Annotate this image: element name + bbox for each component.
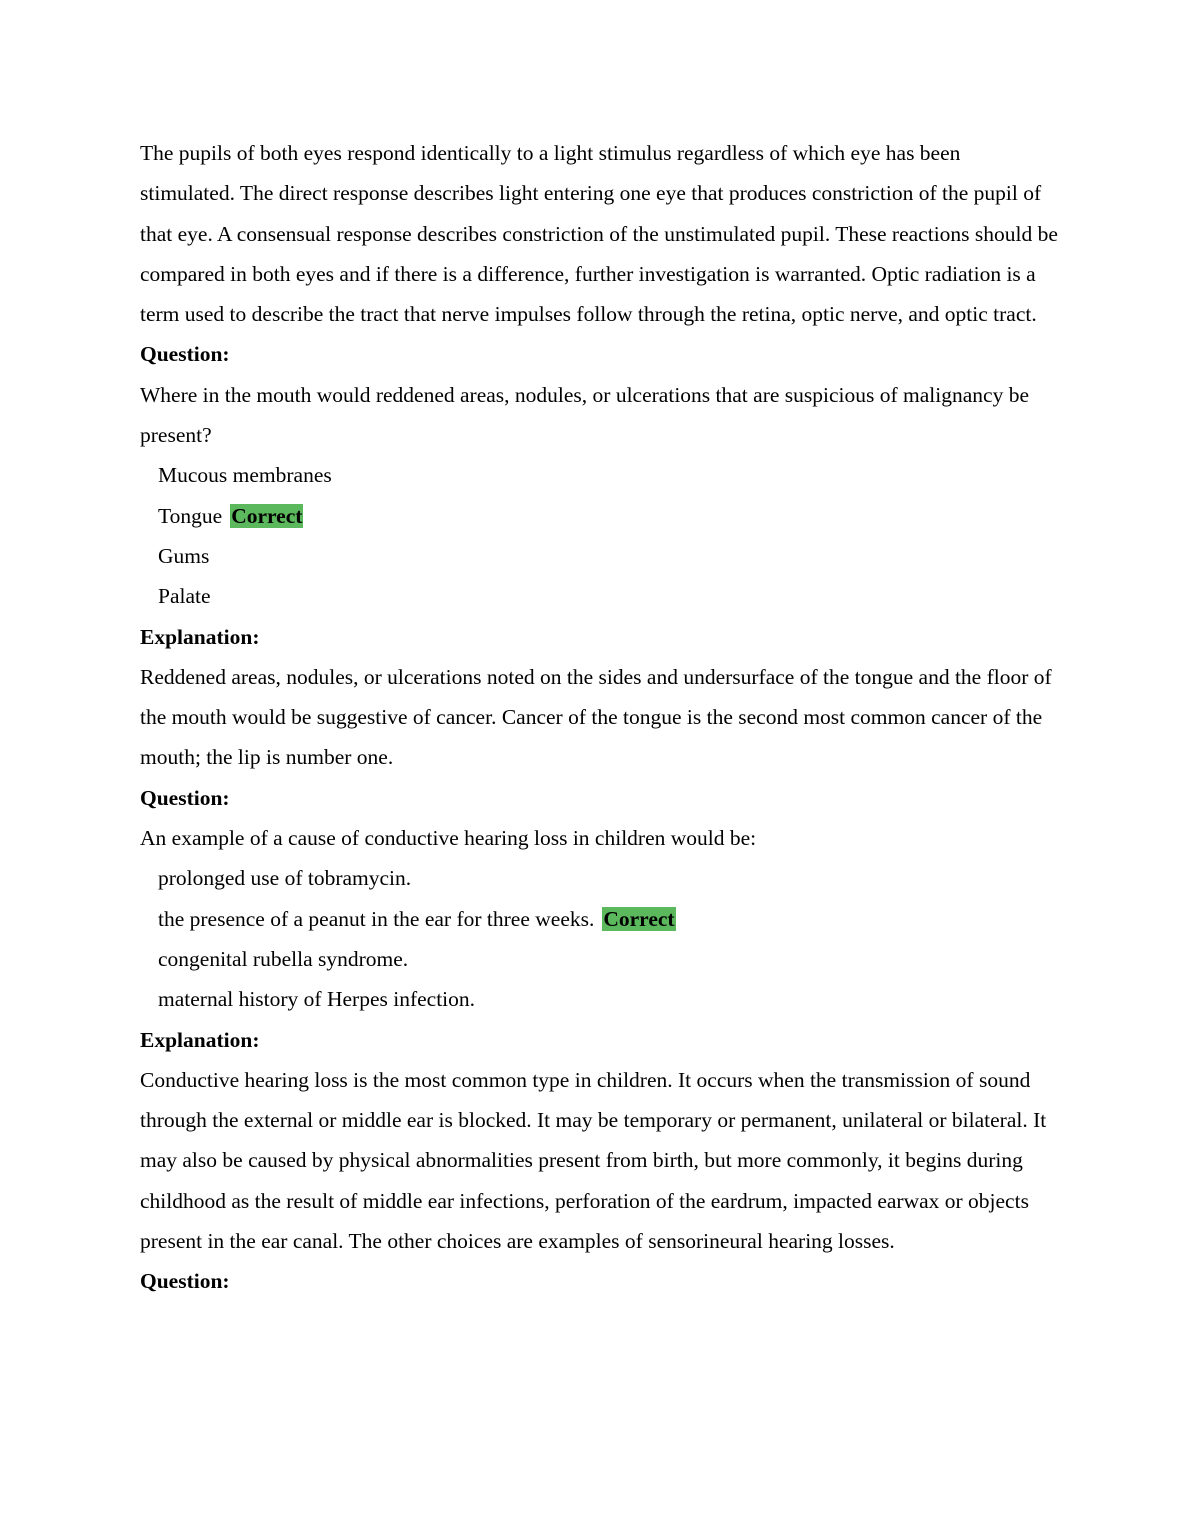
answer-option bbox=[140, 576, 1060, 616]
answer-option bbox=[140, 455, 1060, 495]
explanation-heading: Explanation: bbox=[140, 624, 260, 649]
answer-option bbox=[140, 979, 1060, 1019]
question-text: Where in the mouth would reddened areas, nodules, or ulcerations that are suspicious of malignancy be present? bbox=[140, 382, 1029, 448]
answer-option-text: Palate bbox=[158, 584, 211, 609]
answer-option bbox=[140, 496, 1060, 536]
answer-option-text: Tongue bbox=[158, 503, 223, 528]
question-heading: Question: bbox=[140, 342, 230, 367]
answer-option-text: Gums bbox=[158, 543, 210, 568]
explanation-text: Reddened areas, nodules, or ulcerations noted on the sides and undersurface of the tongue and the floor of the mouth would be suggestive of cancer. Cancer of the tongue is the second most common cancer of the mouth; the lip is number one. bbox=[140, 664, 1052, 770]
question-block-2 bbox=[140, 778, 1060, 1262]
question-block-3 bbox=[140, 1261, 1060, 1301]
explanation-text: Conductive hearing loss is the most common type in children. It occurs when the transmission of sound through the external or middle ear is blocked. It may be temporary or permanent, unilateral or bilateral. It may also be caused by physical abnormalities present from birth, but more commonly, it begins during childhood as the result of middle ear infections, perforation of the eardrum, impacted earwax or objects present in the ear canal. The other choices are examples of sensorineural hearing losses. bbox=[140, 1067, 1047, 1254]
question-block-1 bbox=[140, 334, 1060, 777]
answer-option-text: the presence of a peanut in the ear for three weeks. bbox=[158, 906, 595, 931]
question-heading: Question: bbox=[140, 1269, 230, 1294]
answer-option-text: Mucous membranes bbox=[158, 463, 332, 488]
answer-option bbox=[140, 858, 1060, 898]
answer-options bbox=[140, 858, 1060, 1019]
explanation-heading: Explanation: bbox=[140, 1027, 260, 1052]
answer-options bbox=[140, 455, 1060, 616]
document-page bbox=[140, 133, 1060, 1302]
answer-option bbox=[140, 939, 1060, 979]
answer-option-text: maternal history of Herpes infection. bbox=[158, 987, 476, 1012]
intro-paragraph: The pupils of both eyes respond identically to a light stimulus regardless of which eye has been stimulated. The direct response describes light entering one eye that produces constriction of the pupil of that eye. A consensual response describes constriction of the unstimulated pupil. These reactions should be compared in both eyes and if there is a difference, further investigation is warranted. Optic radiation is a term used to describe the tract that nerve impulses follow through the retina, optic nerve, and optic tract. bbox=[140, 141, 1058, 327]
question-text: An example of a cause of conductive hearing loss in children would be: bbox=[140, 826, 757, 851]
answer-option bbox=[140, 899, 1060, 939]
correct-badge: Correct bbox=[231, 503, 303, 528]
answer-option bbox=[140, 536, 1060, 576]
correct-badge: Correct bbox=[603, 906, 675, 931]
answer-option-text: congenital rubella syndrome. bbox=[158, 946, 409, 971]
question-heading: Question: bbox=[140, 785, 230, 810]
answer-option-text: prolonged use of tobramycin. bbox=[158, 866, 412, 891]
